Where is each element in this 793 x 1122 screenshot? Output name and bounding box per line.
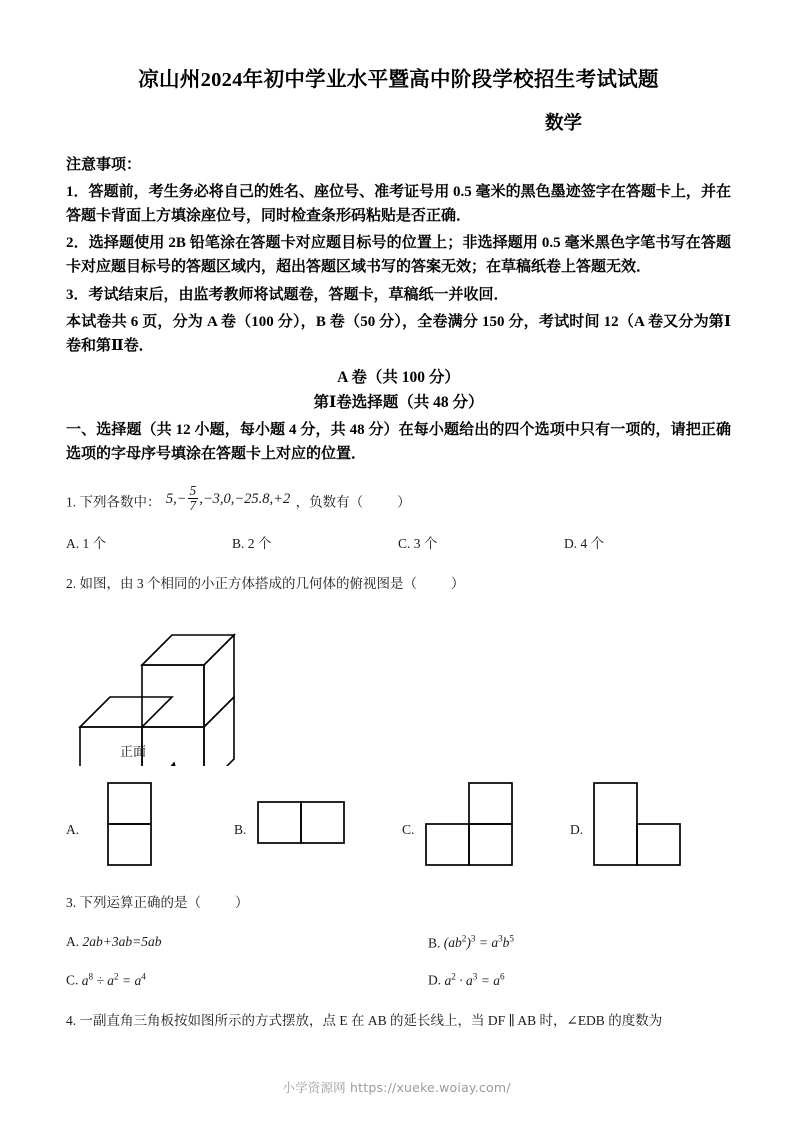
page-title: 凉山州2024年初中学业水平暨高中阶段学校招生考试试题 (138, 69, 659, 91)
option-letter: D. (564, 535, 578, 551)
question-1-expression (165, 482, 291, 514)
question-2-text: 如图，由 3 个相同的小正方体搭成的几何体的俯视图是（ (79, 575, 417, 591)
question-1-text-before: 下列各数中： (79, 494, 161, 510)
question-3-options-row-1 (66, 934, 731, 952)
question-3-option-b[interactable] (428, 934, 514, 952)
subject-title: 数学 (544, 113, 582, 134)
option-math: $(ab^2)^3 = a^3b^5$ (443, 933, 515, 951)
paper-info: 本试卷共 6 页，分为 A 卷（100 分），B 卷（50 分），全卷满分 150 分，考试时间 12（A 卷又分为第Ⅰ卷和第Ⅱ卷． (66, 314, 731, 355)
question-1 (66, 482, 731, 518)
question-4-text: 一副直角三角板按如图所示的方式摆放，点 E 在 AB 的延长线上，当 DF ∥ AB 时，∠EDB 的度数为 (79, 1012, 663, 1028)
question-3-option-d[interactable] (428, 971, 505, 989)
fraction-5-over-7 (188, 484, 199, 513)
question-3-options-row-2 (66, 971, 731, 989)
question-2 (66, 574, 731, 595)
option-math: 2ab+3ab=5ab (82, 933, 162, 949)
option-letter: A. (66, 821, 80, 837)
l-shape-tall-left-icon (588, 779, 718, 869)
question-1-text-after: ，负数有（ (295, 494, 364, 510)
expr-tail: ,−3,0,−25.8,+2 (199, 490, 291, 507)
question-1-number: 1. (66, 494, 77, 510)
page-content (66, 0, 731, 1031)
question-3-text: 下列运算正确的是（ (79, 894, 201, 910)
option-letter: C. (402, 821, 415, 837)
question-1-option-a[interactable] (66, 532, 232, 552)
option-letter: B. (234, 821, 247, 837)
option-letter: B. (232, 535, 245, 551)
question-3-stem (66, 893, 731, 914)
front-view-arrow-icon (140, 763, 178, 766)
question-1-close-paren: ） (397, 494, 411, 510)
question-3 (66, 893, 731, 914)
horizontal-two-squares-icon (252, 779, 382, 869)
watermark: 小学资源网 https://xueke.woiay.com/ (282, 1080, 511, 1095)
option-text: 1 个 (82, 535, 107, 551)
question-3-number: 3. (66, 894, 77, 910)
option-letter: D. (570, 821, 584, 837)
fraction-denominator: 7 (189, 497, 197, 513)
question-2-figure (78, 601, 731, 769)
question-1-option-b[interactable] (232, 532, 398, 552)
option-letter: A. (66, 933, 80, 949)
notice-item-3: 3．考试结束后，由监考教师将试题卷，答题卡，草稿纸一并收回． (66, 286, 509, 303)
question-2-stem (66, 574, 731, 595)
option-math: $a^2 \cdot a^3 = a^6$ (444, 971, 505, 988)
option-letter: C. (66, 972, 79, 988)
question-4-stem (66, 1011, 731, 1032)
question-2-option-shapes (66, 779, 731, 871)
question-3-close-paren: ） (235, 894, 249, 910)
question-3-option-c[interactable] (66, 971, 428, 989)
option-letter: D. (428, 972, 442, 988)
section-intro: 一、选择题（共 12 小题，每小题 4 分，共 48 分）在每小题给出的四个选项中只有一项的，请把正确选项的字母序号填涂在答题卡上对应的位置． (66, 422, 731, 463)
section-part1-title: 第Ⅰ卷选择题（共 48 分） (313, 393, 484, 411)
notice-label: 注意事项： (66, 156, 142, 173)
option-math: $a^8 \div a^2 = a^4$ (81, 971, 146, 988)
notice-item-2: 2．选择题使用 2B 铅笔涂在答题卡对应题目标号的位置上；非选择题用 0.5 毫米黑色字笔书写在答题卡对应题目标号的答题区域内，超出答题区域书写的答案无效；在草稿纸卷上答题无效． (66, 235, 731, 276)
question-1-option-c[interactable] (398, 532, 564, 552)
option-letter: B. (428, 935, 441, 951)
front-face-label: 正面 (120, 743, 147, 759)
question-2-close-paren: ） (451, 575, 465, 591)
option-letter: C. (398, 535, 411, 551)
notice-item-1: 1．答题前，考生务必将自己的姓名、座位号、准考证号用 0.5 毫米的黑色墨迹签字在答题卡上，并在答题卡背面上方填涂座位号，同时检查条形码粘贴是否正确． (66, 183, 731, 224)
vertical-two-squares-icon (84, 779, 194, 869)
question-3-option-a[interactable] (66, 934, 428, 952)
option-letter: A. (66, 535, 80, 551)
question-4 (66, 1011, 731, 1032)
l-shape-top-right-icon (420, 779, 550, 869)
question-1-option-d[interactable] (564, 532, 730, 552)
option-text: 3 个 (413, 535, 438, 551)
question-4-number: 4. (66, 1012, 77, 1028)
option-text: 4 个 (580, 535, 605, 551)
question-1-stem (66, 482, 731, 518)
expr-lead: 5,− (165, 490, 187, 507)
section-a-title: A 卷（共 100 分） (337, 368, 460, 386)
option-text: 2 个 (247, 535, 272, 551)
question-2-number: 2. (66, 575, 77, 591)
fraction-numerator: 5 (189, 482, 197, 498)
question-1-options (66, 532, 731, 552)
